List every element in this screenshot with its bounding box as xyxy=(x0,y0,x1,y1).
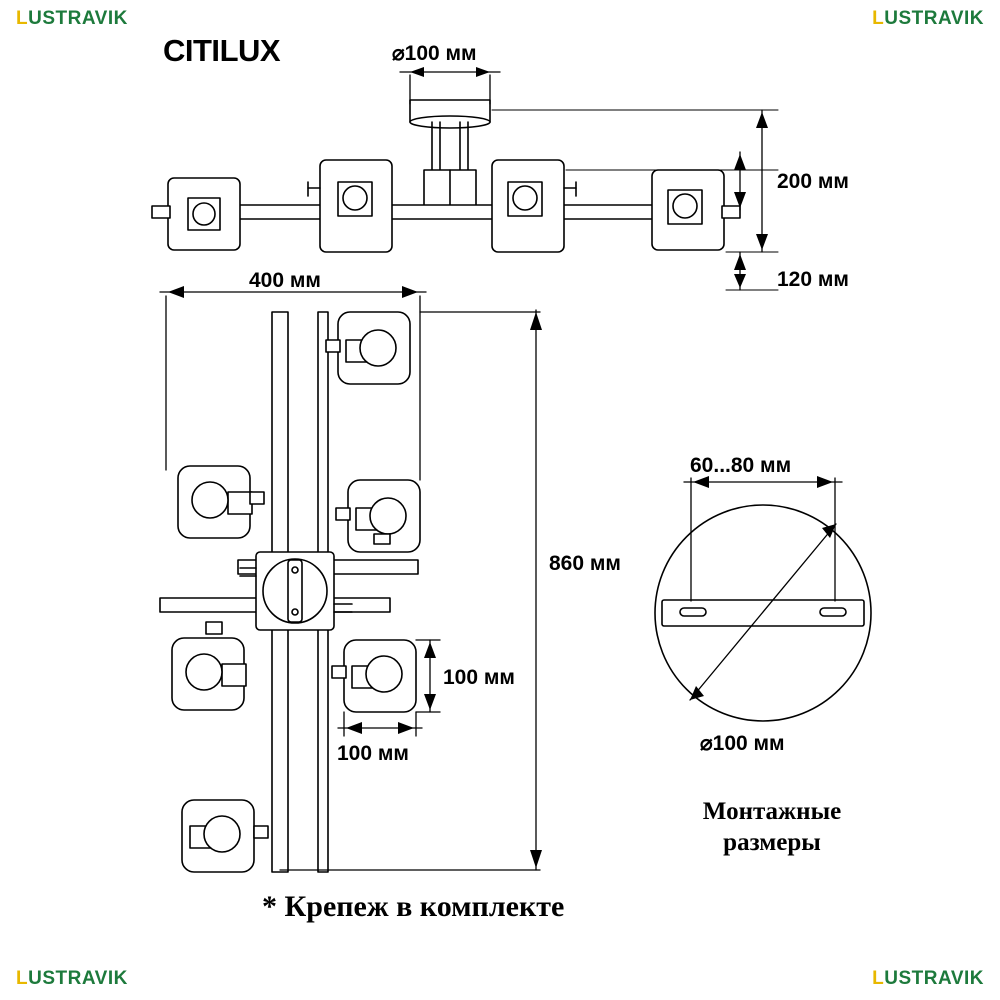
dimension-arm-horizontal-100 xyxy=(338,712,422,736)
label-mount-diameter: ⌀100 мм xyxy=(700,732,785,755)
label-mount-spacing: 60...80 мм xyxy=(690,454,792,477)
watermark-text: USTRAVIK xyxy=(884,8,984,29)
watermark-initial: L xyxy=(16,8,29,29)
mounting-title-line1: Монтажные xyxy=(702,798,842,825)
watermark-text: USTRAVIK xyxy=(28,8,128,29)
mounting-diagram xyxy=(655,505,871,721)
brand-logo-part1: CITI xyxy=(163,33,220,68)
brand-logo-part2: LUX xyxy=(219,33,281,68)
mounting-title-line2: размеры xyxy=(723,829,821,857)
footnote-hardware-included: * Крепеж в комплекте xyxy=(262,890,565,923)
dimension-arm-vertical-100 xyxy=(416,640,440,712)
label-arm-horizontal-100: 100 мм xyxy=(337,742,409,765)
label-canopy-diameter: ⌀100 мм xyxy=(392,42,477,65)
label-height-120: 120 мм xyxy=(777,268,849,291)
plan-view-fixture xyxy=(160,312,420,872)
mounting-title xyxy=(672,796,872,859)
dimension-canopy-diameter xyxy=(400,67,500,104)
watermark-text: USTRAVIK xyxy=(884,968,984,989)
dimension-height-200 xyxy=(734,110,768,252)
side-view-fixture xyxy=(152,100,740,252)
watermark-initial: L xyxy=(872,8,885,29)
watermark-text: USTRAVIK xyxy=(28,968,128,989)
label-span-860: 860 мм xyxy=(549,552,621,575)
dimension-height-120 xyxy=(734,252,746,290)
label-arm-vertical-100: 100 мм xyxy=(443,666,515,689)
watermark-initial: L xyxy=(16,968,29,989)
watermark-initial: L xyxy=(872,968,885,989)
label-width-400: 400 мм xyxy=(249,269,321,292)
label-height-200: 200 мм xyxy=(777,170,849,193)
